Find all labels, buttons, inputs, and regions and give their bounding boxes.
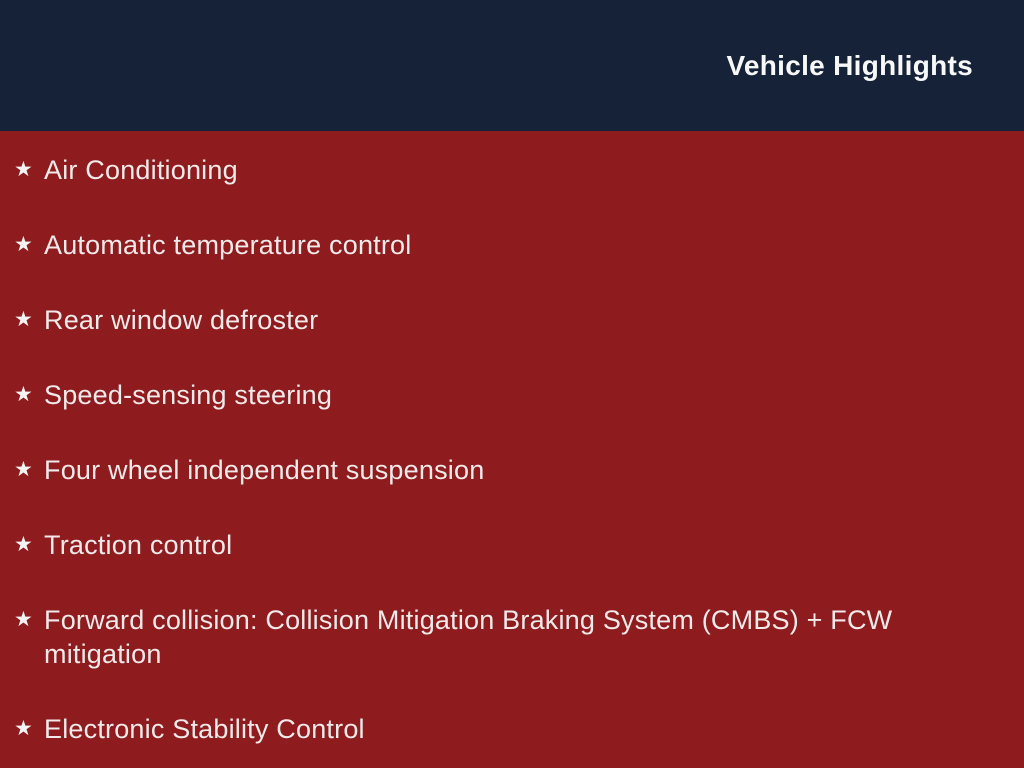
list-item: [14, 453, 979, 487]
star-bullet-icon: ★: [14, 533, 34, 556]
list-item: [14, 153, 979, 187]
star-bullet-icon: ★: [14, 458, 34, 481]
star-bullet-icon: ★: [14, 383, 34, 406]
list-item: [14, 712, 979, 746]
star-bullet-icon: ★: [14, 717, 34, 740]
feature-text: Forward collision: Collision Mitigation Braking System (CMBS) + FCW mitigation: [44, 605, 893, 669]
header-band: [0, 0, 1024, 131]
feature-text: Rear window defroster: [44, 305, 319, 335]
feature-text: Automatic temperature control: [44, 230, 412, 260]
feature-text: Four wheel independent suspension: [44, 455, 485, 485]
feature-list: [0, 131, 1024, 768]
star-bullet-icon: ★: [14, 158, 34, 181]
star-bullet-icon: ★: [14, 233, 34, 256]
feature-text: Air Conditioning: [44, 155, 238, 185]
list-item: [14, 378, 979, 412]
star-bullet-icon: ★: [14, 608, 34, 631]
list-item: [14, 603, 979, 671]
list-item: [14, 303, 979, 337]
list-item: [14, 528, 979, 562]
star-bullet-icon: ★: [14, 308, 34, 331]
feature-text: Traction control: [44, 530, 233, 560]
feature-text: Electronic Stability Control: [44, 714, 365, 744]
list-item: [14, 228, 979, 262]
page-title: Vehicle Highlights: [726, 49, 973, 81]
feature-text: Speed-sensing steering: [44, 380, 333, 410]
